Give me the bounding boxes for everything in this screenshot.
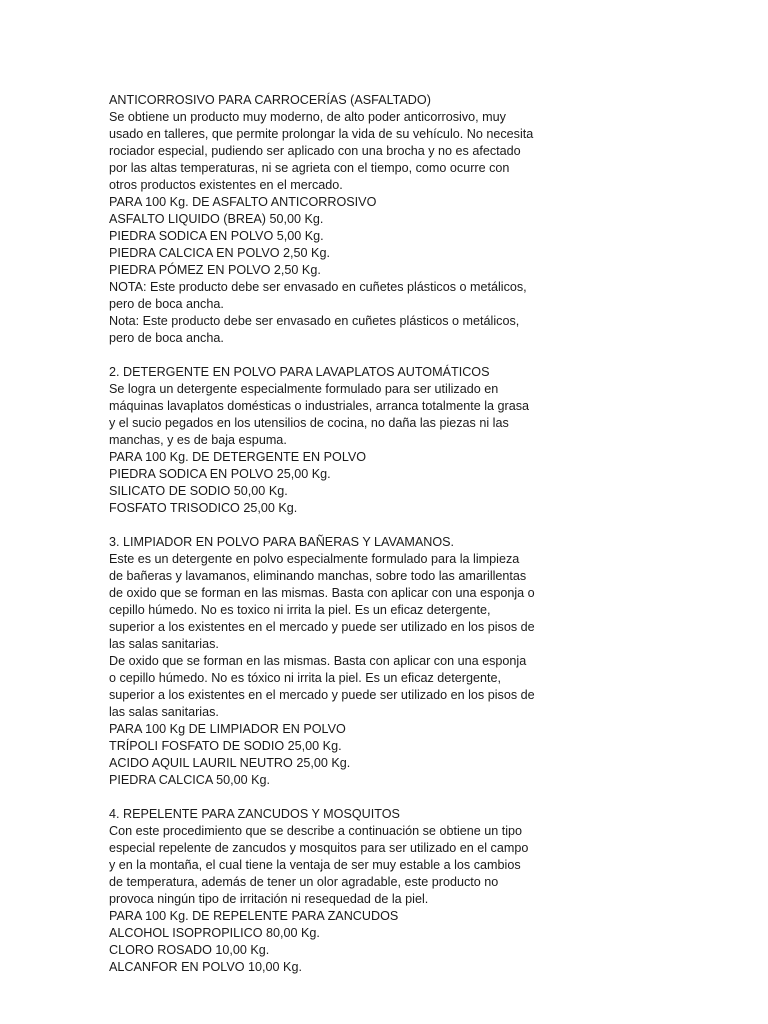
ingredient-line: ASFALTO LIQUIDO (BREA) 50,00 Kg. xyxy=(109,212,324,226)
note-line: Nota: Este producto debe ser envasado en cuñetes plásticos o metálicos, xyxy=(109,314,520,328)
text-line: por las altas temperaturas, ni se agrieta con el tiempo, como ocurre con xyxy=(109,161,510,175)
text-line: usado en talleres, que permite prolongar la vida de su vehículo. No necesita xyxy=(109,127,534,141)
text-line: De oxido que se forman en las mismas. Basta con aplicar con una esponja xyxy=(109,654,527,668)
section-limpiador xyxy=(109,534,559,789)
section-title: 3. LIMPIADOR EN POLVO PARA BAÑERAS Y LAVAMANOS. xyxy=(109,535,455,549)
text-line: especial repelente de zancudos y mosquitos para ser utilizado en el campo xyxy=(109,841,529,855)
section-spacer xyxy=(109,347,559,364)
ingredient-line: ALCOHOL ISOPROPILICO 80,00 Kg. xyxy=(109,926,320,940)
text-line: las salas sanitarias. xyxy=(109,705,219,719)
text-line: o cepillo húmedo. No es tóxico ni irrita la piel. Es un eficaz detergente, xyxy=(109,671,502,685)
note-line: NOTA: Este producto debe ser envasado en cuñetes plásticos o metálicos, xyxy=(109,280,527,294)
ingredient-line: SILICATO DE SODIO 50,00 Kg. xyxy=(109,484,288,498)
section-spacer xyxy=(109,517,559,534)
text-line: manchas, y es de baja espuma. xyxy=(109,433,287,447)
section-title: 2. DETERGENTE EN POLVO PARA LAVAPLATOS AUTOMÁTICOS xyxy=(109,365,490,379)
formula-heading: PARA 100 Kg. DE REPELENTE PARA ZANCUDOS xyxy=(109,909,399,923)
ingredient-line: ALCANFOR EN POLVO 10,00 Kg. xyxy=(109,960,302,974)
text-line: otros productos existentes en el mercado. xyxy=(109,178,343,192)
text-line: superior a los existentes en el mercado y puede ser utilizado en los pisos de xyxy=(109,688,535,702)
section-repelente xyxy=(109,806,559,976)
text-line: rociador especial, pudiendo ser aplicado con una brocha y no es afectado xyxy=(109,144,521,158)
section-title: ANTICORROSIVO PARA CARROCERÍAS (ASFALTADO) xyxy=(109,93,431,107)
text-line: cepillo húmedo. No es toxico ni irrita la piel. Es un eficaz detergente, xyxy=(109,603,491,617)
ingredient-line: FOSFATO TRISODICO 25,00 Kg. xyxy=(109,501,298,515)
ingredient-line: TRÍPOLI FOSFATO DE SODIO 25,00 Kg. xyxy=(109,739,342,753)
formula-heading: PARA 100 Kg DE LIMPIADOR EN POLVO xyxy=(109,722,346,736)
note-line: pero de boca ancha. xyxy=(109,331,224,345)
text-line: y en la montaña, el cual tiene la ventaja de ser muy estable a los cambios xyxy=(109,858,521,872)
ingredient-line: PIEDRA CALCICA EN POLVO 2,50 Kg. xyxy=(109,246,330,260)
ingredient-line: ACIDO AQUIL LAURIL NEUTRO 25,00 Kg. xyxy=(109,756,351,770)
ingredient-line: PIEDRA CALCICA 50,00 Kg. xyxy=(109,773,271,787)
document-page xyxy=(109,92,559,976)
text-line: y el sucio pegados en los utensilios de cocina, no daña las piezas ni las xyxy=(109,416,509,430)
section-spacer xyxy=(109,789,559,806)
ingredient-line: CLORO ROSADO 10,00 Kg. xyxy=(109,943,270,957)
text-line: superior a los existentes en el mercado y puede ser utilizado en los pisos de xyxy=(109,620,535,634)
text-line: Se obtiene un producto muy moderno, de alto poder anticorrosivo, muy xyxy=(109,110,506,124)
text-line: Este es un detergente en polvo especialmente formulado para la limpieza xyxy=(109,552,520,566)
text-line: las salas sanitarias. xyxy=(109,637,219,651)
text-line: de temperatura, además de tener un olor agradable, este producto no xyxy=(109,875,499,889)
formula-heading: PARA 100 Kg. DE DETERGENTE EN POLVO xyxy=(109,450,367,464)
ingredient-line: PIEDRA PÓMEZ EN POLVO 2,50 Kg. xyxy=(109,263,321,277)
text-line: de oxido que se forman en las mismas. Basta con aplicar con una esponja o xyxy=(109,586,535,600)
text-line: máquinas lavaplatos domésticas o industriales, arranca totalmente la grasa xyxy=(109,399,530,413)
text-line: Con este procedimiento que se describe a continuación se obtiene un tipo xyxy=(109,824,523,838)
section-title: 4. REPELENTE PARA ZANCUDOS Y MOSQUITOS xyxy=(109,807,400,821)
note-line: pero de boca ancha. xyxy=(109,297,224,311)
ingredient-line: PIEDRA SODICA EN POLVO 5,00 Kg. xyxy=(109,229,324,243)
text-line: Se logra un detergente especialmente formulado para ser utilizado en xyxy=(109,382,499,396)
text-line: provoca ningún tipo de irritación ni resequedad de la piel. xyxy=(109,892,429,906)
text-line: de bañeras y lavamanos, eliminando manchas, sobre todo las amarillentas xyxy=(109,569,527,583)
ingredient-line: PIEDRA SODICA EN POLVO 25,00 Kg. xyxy=(109,467,331,481)
section-anticorrosivo xyxy=(109,92,559,347)
section-detergente xyxy=(109,364,559,517)
formula-heading: PARA 100 Kg. DE ASFALTO ANTICORROSIVO xyxy=(109,195,377,209)
